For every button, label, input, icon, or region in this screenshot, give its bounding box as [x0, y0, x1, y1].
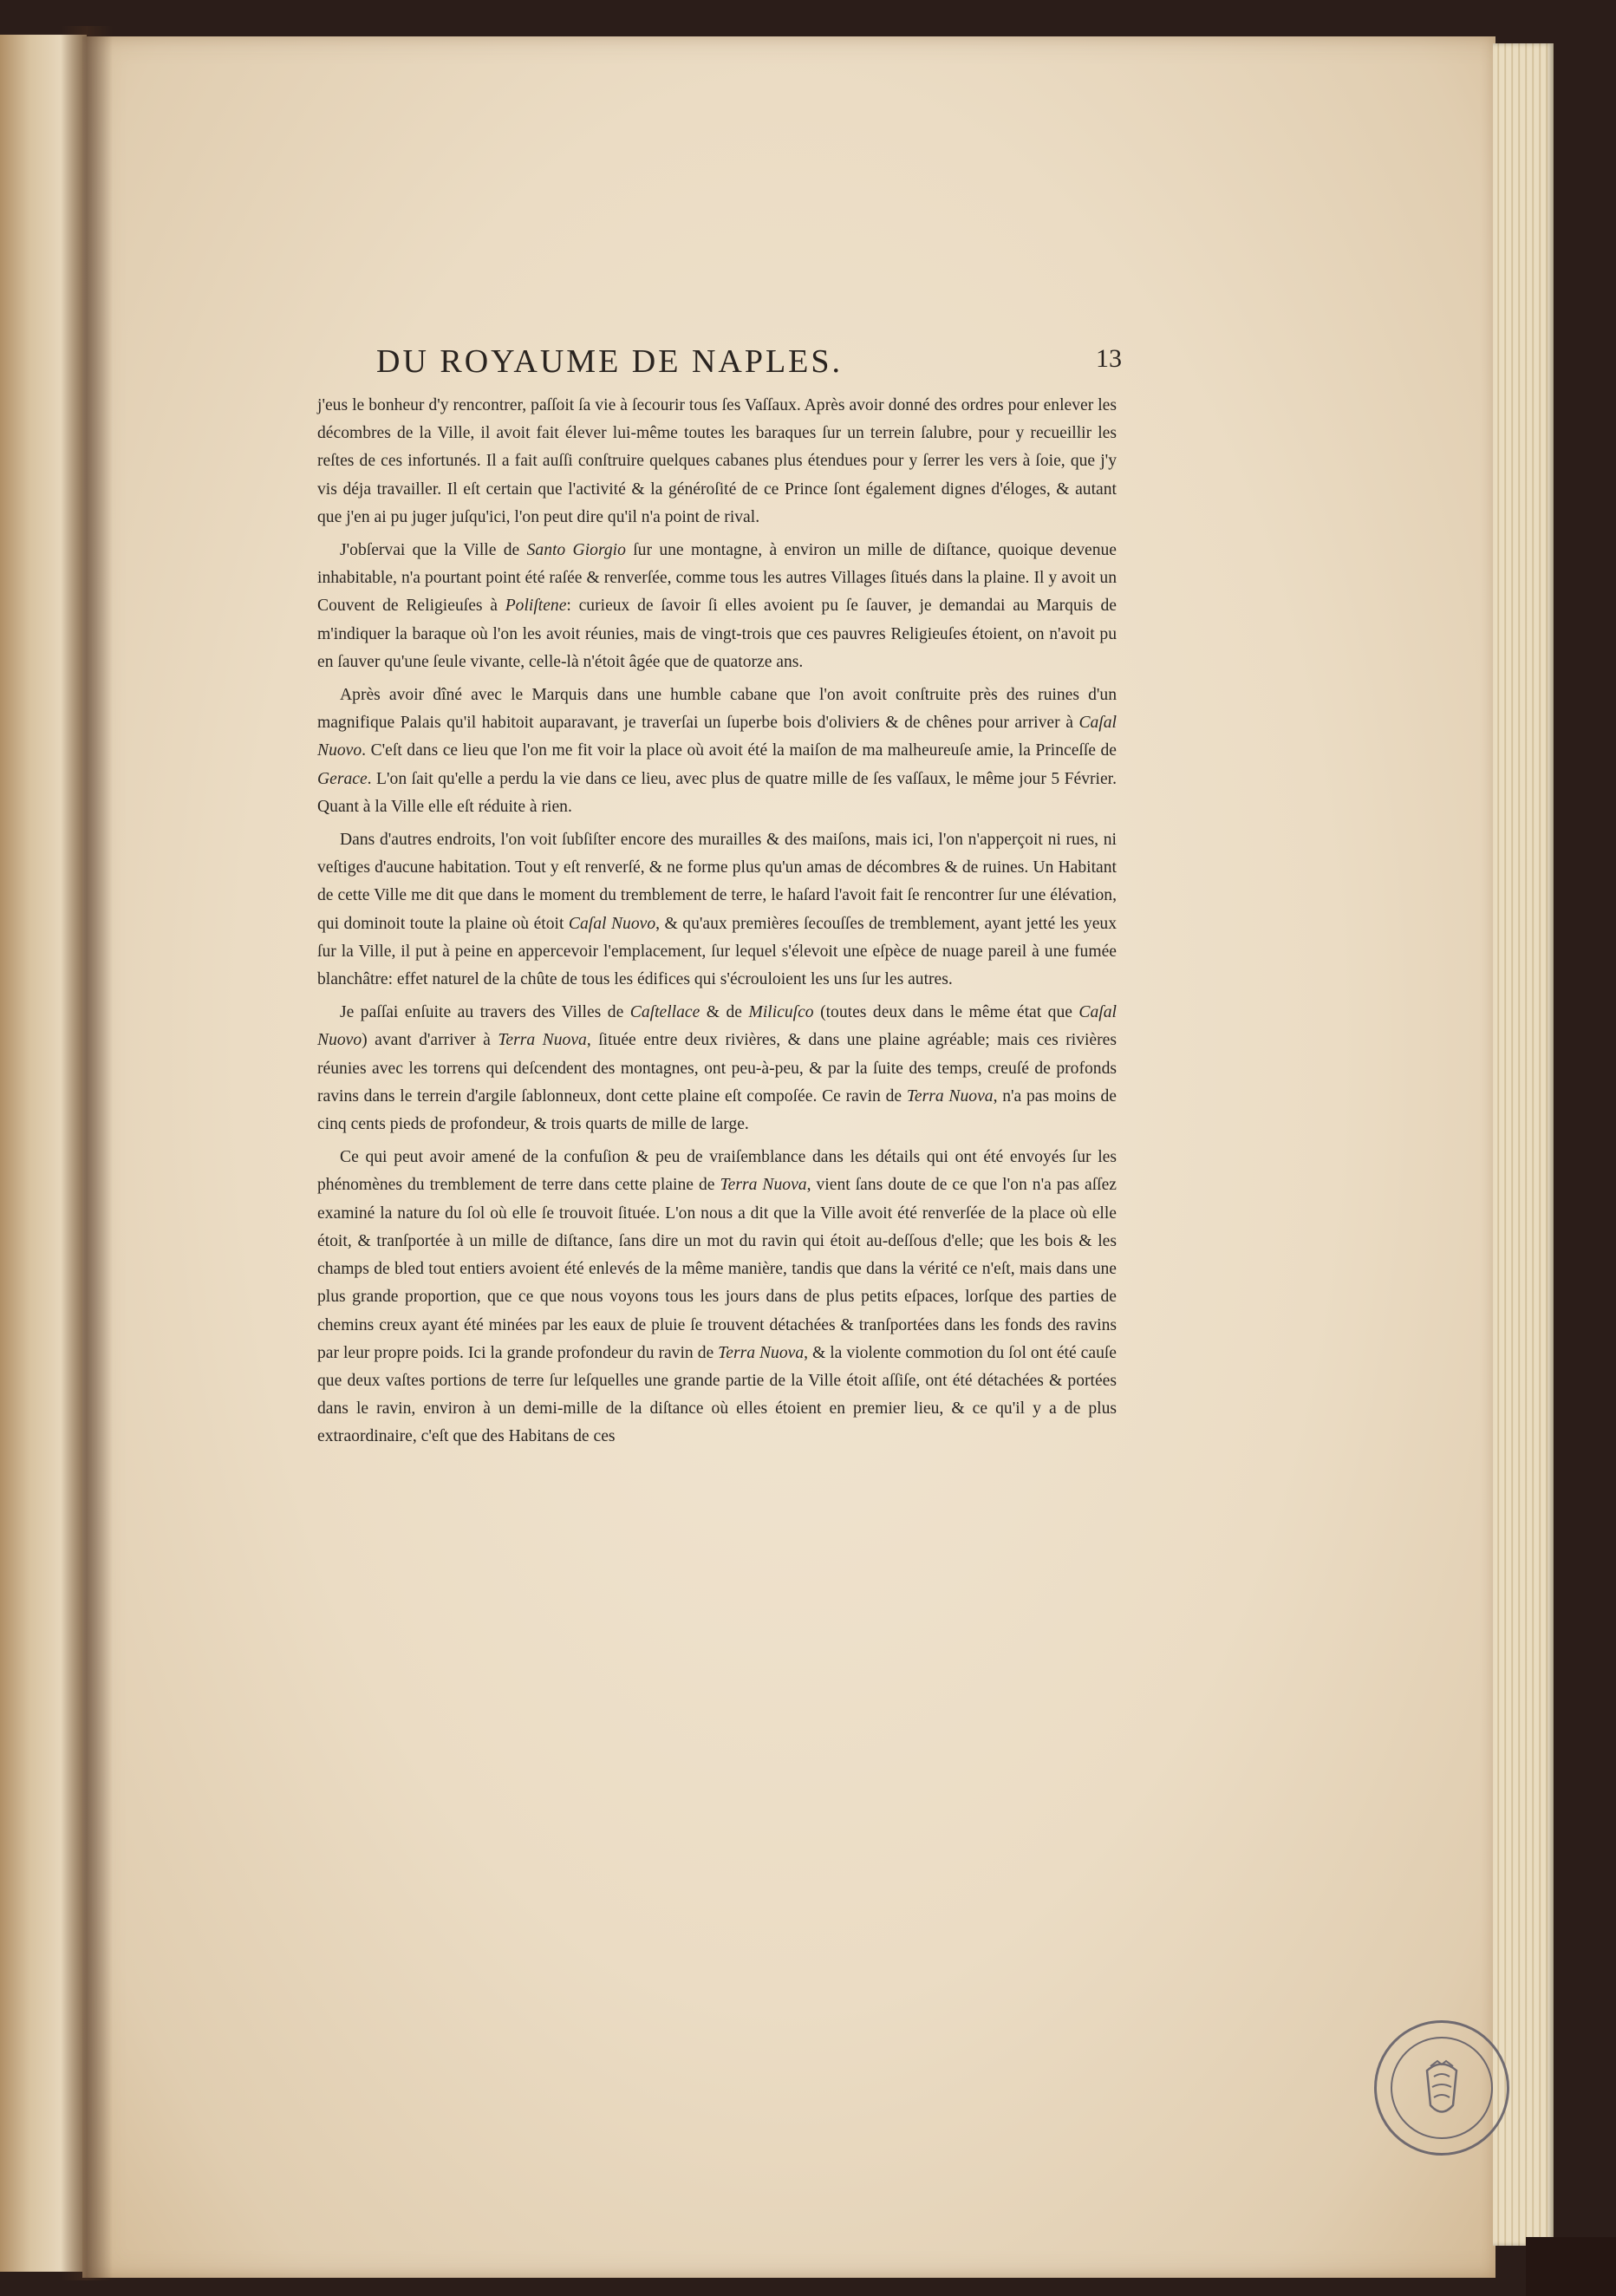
text-run: Dans d'autres endroits, l'on voit ſubſiſter encore des murailles & des maiſons, mais ici, l'on n'apperçoit ni rues, ni veſtiges d'aucune habitation. Tout y eſt renverſé, & ne forme plus qu'un amas de décombres & de ruines. Un Habitant de cette Ville me dit que dans le moment du tremblement de terre, le haſard l'avoit fait ſe rencontrer ſur une élévation, qui dominoit toute la plaine où étoit: [317, 831, 1117, 933]
text-run: Je paſſai enſuite au travers des Villes de: [340, 1003, 630, 1022]
italic-place-name: Caſal Nuovo: [317, 714, 1117, 760]
italic-place-name: Milicuſco: [748, 1003, 814, 1022]
page-header: [376, 342, 1122, 395]
text-run: . L'on ſait qu'elle a perdu la vie dans ce lieu, avec plus de quatre mille de ſes vaſſaux, le même jour 5 Février. Quant à la Ville elle eſt réduite à rien.: [317, 769, 1117, 816]
paragraph-2: [317, 537, 1117, 676]
paragraph-5: [317, 999, 1117, 1138]
paragraph-1: [317, 392, 1117, 532]
text-run: , vient ſans doute de ce que l'on n'a pas aſſez examiné la nature du ſol où elle ſe trouvoit ſituée. L'on nous a dit que la Ville avoit été renverſée de la place où elle étoit, & tranſportée à un mille de diſtance, ſans dire un mot du ravin qui étoit au-deſſous d'elle; que les bois & les champs de bled tout entiers avoient été enlevés de la même manière, tandis que dans la vérité ce n'eſt, mais dans une plus grande proportion, que ce que nous voyons tous les jours dans de plus petits eſpaces, lorſque des parties de chemins creux ayant été minées par les eaux de pluie ſe trouvent détachées & tranſportées dans les fonds des ravins par leur propre poids. Ici la grande profondeur du ravin de: [317, 1176, 1117, 1362]
text-run: ) avant d'arriver à: [362, 1031, 498, 1050]
italic-place-name: Terra Nuova: [718, 1343, 805, 1362]
body-text: [317, 392, 1117, 1457]
italic-place-name: Caſal Nuovo: [317, 1003, 1117, 1050]
paragraph-6: [317, 1144, 1117, 1451]
text-run: j'eus le bonheur d'y rencontrer, paſſoit ſa vie à ſecourir tous ſes Vaſſaux. Après avoir donné des ordres pour enlever les décombres de la Ville, il avoit fait élever lui-même toutes les baraques ſur un terrein ſalubre, pour y recueillir les reſtes de ces infortunés. Il a fait auſſi conſtruire quelques cabanes plus étendues pour y ſerrer les vers à ſoie, que j'y vis déja travailler. Il eſt certain que l'activité & la généroſité de ce Prince ſont également dignes d'éloges, & autant que j'en ai pu juger juſqu'ici, l'on peut dire qu'il n'a point de rival.: [317, 396, 1117, 526]
italic-place-name: Santo Giorgio: [526, 541, 626, 560]
text-run: (toutes deux dans le même état que: [813, 1003, 1079, 1022]
text-run: , & la violente commotion du ſol ont été cauſe que deux vaſtes portions de terre ſur leſquelles une grande partie de la Ville étoit aſſiſe, ont été détachées & portées dans le ravin, environ à un demi-mille de la diſtance où elles étoient en premier lieu, & ce qu'il y a de plus extraordinaire, c'eſt que des Habitans de ces: [317, 1343, 1118, 1446]
text-run: . C'eſt dans ce lieu que l'on me fit voir la place où avoit été la maiſon de ma malheureuſe amie, la Princeſſe de: [362, 741, 1117, 760]
text-run: Après avoir dîné avec le Marquis dans une humble cabane que l'on avoit conſtruite près des ruines d'un magnifique Palais qu'il habitoit auparavant, je traverſai un ſuperbe bois d'oliviers & de chênes pour arriver à: [317, 686, 1117, 733]
text-run: J'obſervai que la Ville de: [340, 541, 527, 560]
text-run: , n'a pas moins de cinq cents pieds de profondeur, & trois quarts de mille de large.: [317, 1086, 1117, 1134]
text-run: ſur une montagne, à environ un mille de diſtance, quoique devenue inhabitable, n'a pourtant point été raſée & renverſée, comme tous les autres Villages ſitués dans la plaine. Il y avoit un Couvent de Religieuſes à: [317, 541, 1117, 616]
library-stamp: [1374, 2020, 1509, 2156]
page-block-edges: [1493, 43, 1554, 2246]
text-run: & de: [700, 1003, 749, 1022]
italic-place-name: Caſtellace: [629, 1003, 700, 1022]
paragraph-3: [317, 682, 1117, 821]
italic-place-name: Gerace: [317, 769, 368, 788]
paragraph-4: [317, 826, 1117, 994]
italic-place-name: Terra Nuova: [498, 1031, 587, 1050]
book-cover-corner: [1526, 2237, 1616, 2296]
text-run: Ce qui peut avoir amené de la confuſion & peu de vraiſemblance dans les détails qui ont été envoyés ſur les phénomènes du tremblement de terre dans cette plaine de: [317, 1148, 1117, 1195]
text-run: , ſituée entre deux rivières, & dans une plaine agréable; mais ces rivières réunies avec les torrens qui deſcendent des montagnes, ont peu-à-peu, & par la ſuite des temps, creuſé de profonds ravins dans le terrein d'argile ſablonneux, dont cette plaine eſt compoſée. Ce ravin de: [317, 1031, 1117, 1106]
italic-place-name: Caſal Nuovo: [568, 914, 656, 933]
stamp-seal-icon: [1377, 2023, 1507, 2153]
text-run: , & qu'aux premières ſecouſſes de tremblement, ayant jetté les yeux ſur la Ville, il put à peine en appercevoir l'emplacement, ſur lequel s'élevoit une eſpèce de nuage pareil à une fumée blanchâtre: effet naturel de la chûte de tous les édifices qui s'écrouloient les uns ſur les autres.: [317, 914, 1118, 989]
italic-place-name: Terra Nuova: [906, 1086, 994, 1106]
running-head: DU ROYAUME DE NAPLES.: [376, 343, 844, 380]
book-gutter: [61, 26, 113, 2280]
italic-place-name: Terra Nuova: [720, 1176, 807, 1195]
text-run: : curieux de ſavoir ſi elles avoient pu ſe ſauver, je demandai au Marquis de m'indiquer la baraque où l'on les avoit réunies, mais de vingt-trois que ces pauvres Religieuſes étoient, on n'avoit pu en ſauver qu'une ſeule vivante, celle-là n'étoit âgée que de quatorze ans.: [317, 597, 1117, 671]
italic-place-name: Poliſtene: [505, 597, 567, 616]
page-number: 13: [1096, 344, 1122, 373]
